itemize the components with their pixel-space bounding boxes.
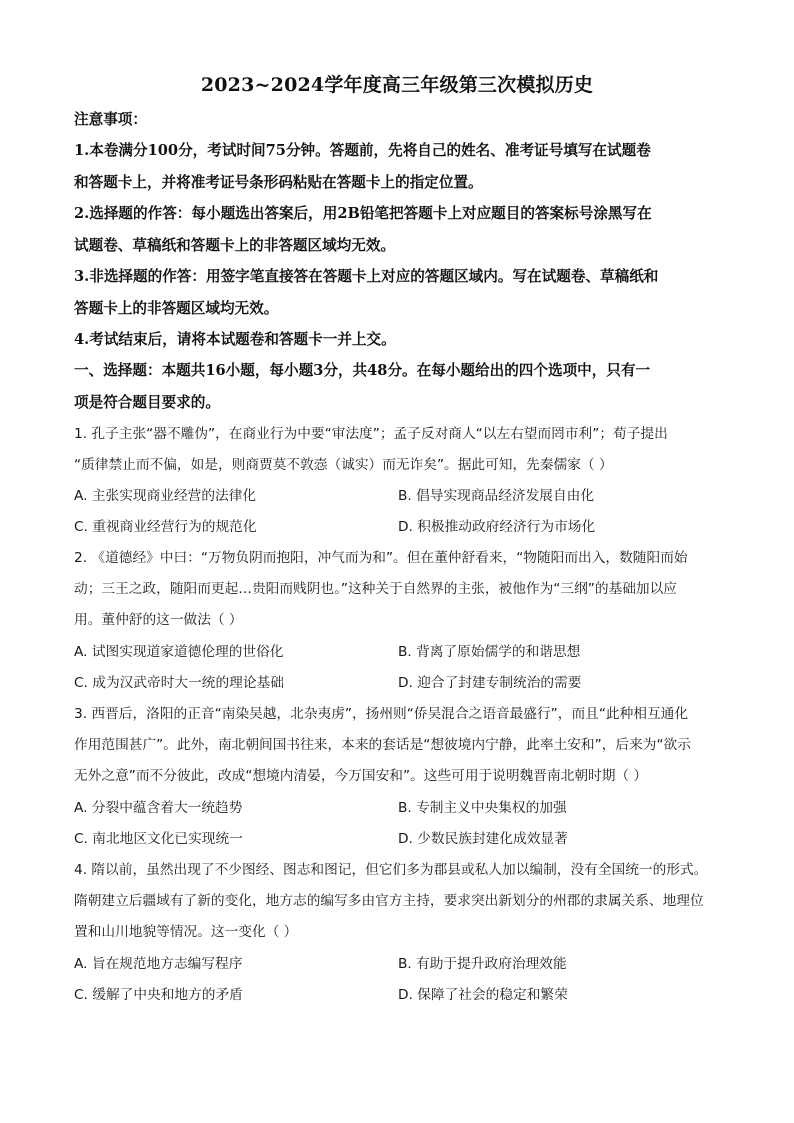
question-3-option-a: A. 分裂中蕴含着大一统趋势 xyxy=(74,800,243,816)
question-2-option-c: C. 成为汉武帝时大一统的理论基础 xyxy=(74,675,284,691)
question-4-option-a: A. 旨在规范地方志编写程序 xyxy=(74,956,243,972)
question-1-option-b: B. 倡导实现商品经济发展自由化 xyxy=(398,488,595,504)
notice-line: 4.考试结束后，请将本试题卷和答题卡一并上交。 xyxy=(74,331,396,348)
question-4-option-d: D. 保障了社会的稳定和繁荣 xyxy=(398,987,568,1003)
question-3-stem: 无外之意”而不分彼此，改成“想境内清晏，今万国安和”。这些可用于说明魏晋南北朝时期（ ） xyxy=(74,768,648,784)
question-4-option-b: B. 有助于提升政府治理效能 xyxy=(398,956,567,972)
question-3-option-b: B. 专制主义中央集权的加强 xyxy=(398,800,567,816)
page-title: 2023~2024学年度高三年级第三次模拟历史 xyxy=(200,74,594,96)
notice-heading: 注意事项： xyxy=(74,111,147,128)
question-4-option-c: C. 缓解了中央和地方的矛盾 xyxy=(74,987,243,1003)
question-2-option-d: D. 迎合了封建专制统治的需要 xyxy=(398,675,582,691)
question-1-option-a: A. 主张实现商业经营的法律化 xyxy=(74,488,257,504)
question-2-stem: 动；三王之政，随阳而更起…贵阳而贱阴也。”这种关于自然界的主张，被他作为“三纲”的基础加以应 xyxy=(74,581,677,597)
notice-line: 2.选择题的作答：每小题选出答案后，用2B铅笔把答题卡上对应题目的答案标号涂黑写在 xyxy=(74,205,652,222)
question-4-stem: 隋朝建立后疆域有了新的变化，地方志的编写多由官方主持，要求突出新划分的州郡的隶属关系、地理位 xyxy=(74,893,704,909)
notice-line: 和答题卡上，并将准考证号条形码粘贴在答题卡上的指定位置。 xyxy=(74,174,483,191)
section-heading: 项是符合题目要求的。 xyxy=(74,394,220,411)
question-3-stem: 3. 西晋后，洛阳的正音“南染吴越，北杂夷虏”，扬州则“侨吴混合之语音最盛行”，而且“此种相互通化 xyxy=(74,706,689,722)
notice-line: 3.非选择题的作答：用签字笔直接答在答题卡上对应的答题区域内。写在试题卷、草稿纸和 xyxy=(74,268,659,285)
section-heading: 一、选择题：本题共16小题，每小题3分，共48分。在每小题给出的四个选项中，只有一 xyxy=(74,362,651,379)
question-3-stem: 作用范围甚广”。此外，南北朝间国书往来，本来的套话是“想彼境内宁静，此率土安和”，后来为“欲示 xyxy=(74,737,691,753)
question-3-option-d: D. 少数民族封建化成效显著 xyxy=(398,831,568,847)
question-2-stem: 用。董仲舒的这一做法（ ） xyxy=(74,612,243,628)
question-1-stem: “质律禁止而不偏，如是，则商贾莫不敦悫（诚实）而无诈矣”。据此可知，先秦儒家（ ） xyxy=(74,457,613,473)
notice-line: 1.本卷满分100分，考试时间75分钟。答题前，先将自己的姓名、准考证号填写在试题卷 xyxy=(74,142,651,159)
question-1-option-c: C. 重视商业经营行为的规范化 xyxy=(74,519,257,535)
notice-line: 答题卡上的非答题区域均无效。 xyxy=(74,300,279,317)
question-1-stem: 1. 孔子主张“器不雕伪”，在商业行为中要“审法度”；孟子反对商人“以左右望而罔市利”；荀子提出 xyxy=(74,426,668,442)
notice-line: 试题卷、草稿纸和答题卡上的非答题区域均无效。 xyxy=(74,237,396,254)
question-3-option-c: C. 南北地区文化已实现统一 xyxy=(74,831,243,847)
question-2-option-b: B. 背离了原始儒学的和谐思想 xyxy=(398,644,581,660)
question-4-stem: 4. 隋以前，虽然出现了不少图经、图志和图记，但它们多为郡县或私人加以编制，没有全国统一的形式。 xyxy=(74,862,708,878)
question-1-option-d: D. 积极推动政府经济行为市场化 xyxy=(398,519,596,535)
question-2-option-a: A. 试图实现道家道德伦理的世俗化 xyxy=(74,644,284,660)
question-4-stem: 置和山川地貌等情况。这一变化（ ） xyxy=(74,924,298,940)
question-2-stem: 2. 《道德经》中曰：“万物负阴而抱阳，冲气而为和”。但在董仲舒看来，“物随阳而出入，数随阳而始 xyxy=(74,550,688,566)
